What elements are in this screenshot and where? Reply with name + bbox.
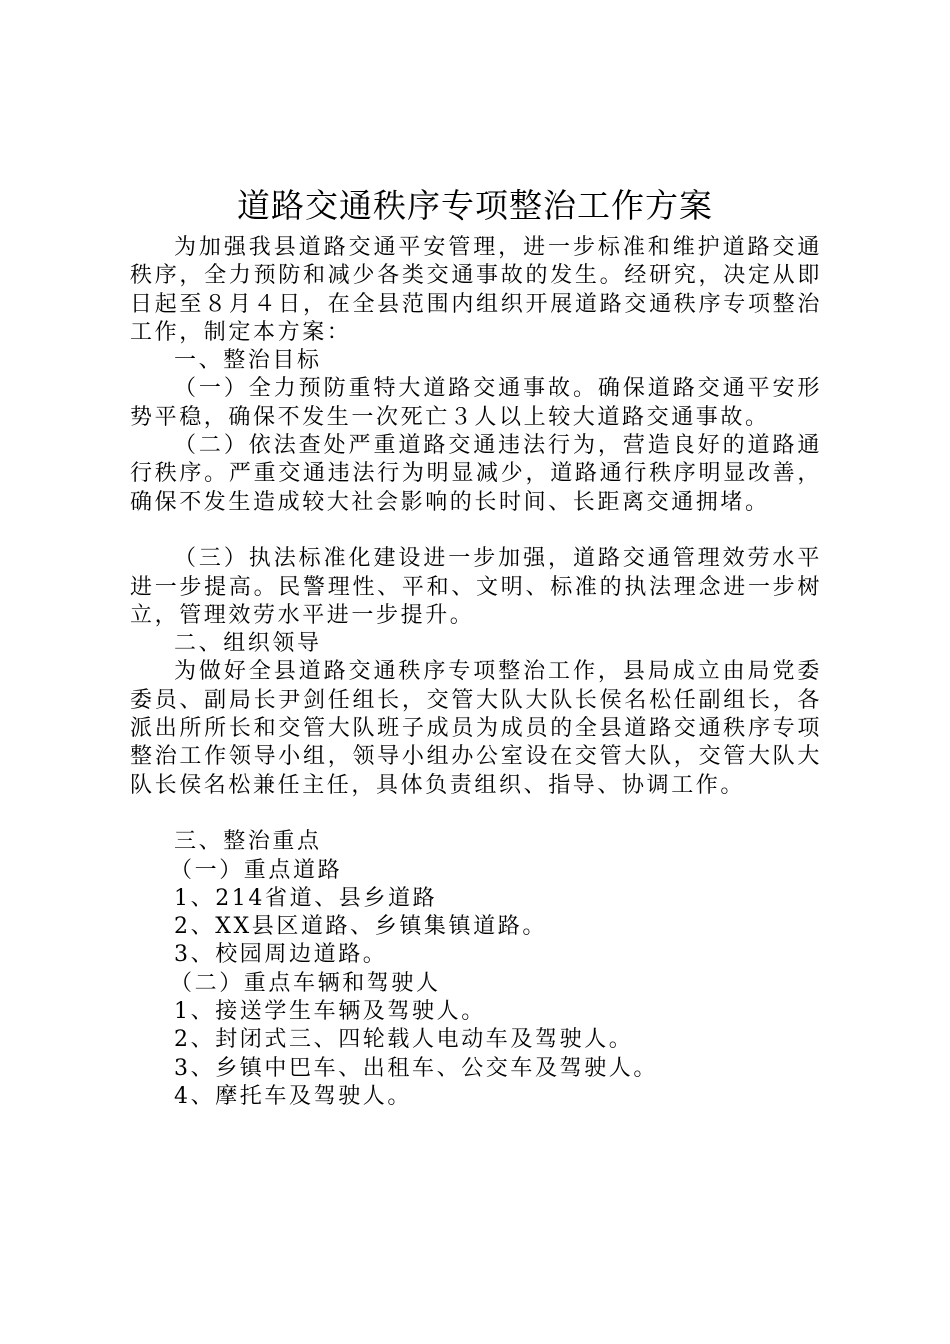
section1-item3: （三）执法标准化建设进一步加强，道路交通管理效劳水平进一步提高。民警理性、平和、文明、标准的执法理念进一步树立，管理效劳水平进一步提升。 [130,546,822,628]
section3-heading: 三、整治重点 [174,829,322,855]
section1-item2: （二）依法查处严重道路交通违法行为，营造良好的道路通行秩序。严重交通违法行为明显减少，道路通行秩序明显改善，确保不发生造成较大社会影响的长时间、长距离交通拥堵。 [130,433,822,515]
section2-heading: 二、组织领导 [174,631,322,657]
list-item: 2、XX县区道路、乡镇集镇道路。 [174,914,547,940]
list-item: 4、摩托车及驾驶人。 [174,1083,412,1109]
section1-item1: （一）全力预防重特大道路交通事故。确保道路交通平安形势平稳，确保不发生一次死亡３人以上较大道路交通事故。 [130,376,822,430]
list-item: 3、乡镇中巴车、出租车、公交车及驾驶人。 [174,1055,658,1081]
document-title: 道路交通秩序专项整治工作方案 [237,186,713,225]
document-body [130,234,822,1111]
list-item: 2、封闭式三、四轮载人电动车及驾驶人。 [174,1027,634,1053]
list-item: 1、接送学生车辆及驾驶人。 [174,999,486,1025]
list-item: 3、校园周边道路。 [174,942,388,968]
section3-sub1-heading: （一）重点道路 [170,857,343,883]
list-item: 1、214省道、县乡道路 [174,885,438,911]
section2-body: 为做好全县道路交通秩序专项整治工作，县局成立由局党委委员、副局长尹剑任组长，交管大队大队长侯名松任副组长，各派出所所长和交管大队班子成员为成员的全县道路交通秩序专项整治工作领导小组，领导小组办公室设在交管大队，交管大队大队长侯名松兼任主任，具体负责组织、指导、协调工作。 [130,659,822,798]
intro-paragraph: 为加强我县道路交通平安管理，进一步标准和维护道路交通秩序，全力预防和减少各类交通事故的发生。经研究，决定从即日起至８月４日，在全县范围内组织开展道路交通秩序专项整治工作，制定本方案： [130,235,822,345]
section3-sub2-heading: （二）重点车辆和驾驶人 [170,970,441,996]
section1-heading: 一、整治目标 [174,348,322,374]
